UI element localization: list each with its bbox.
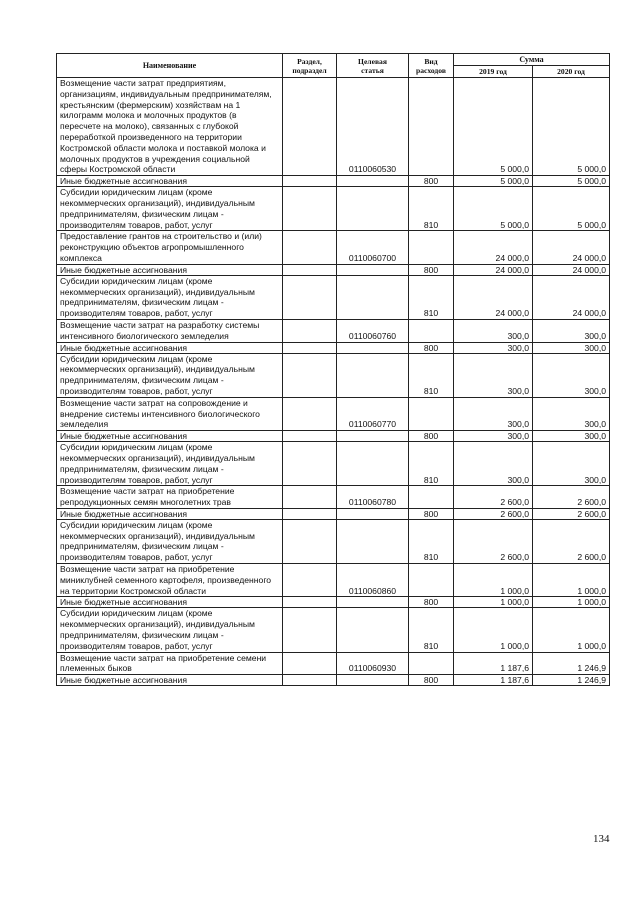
row-kind-cell: 800	[409, 508, 454, 519]
row-section-cell	[283, 319, 337, 342]
row-name-cell: Субсидии юридическим лицам (кроме некоммерческих организаций), индивидуальным предпринимателям, физическим лицам - производителям товаров, работ, услуг	[57, 442, 283, 486]
row-2020-cell: 5 000,0	[533, 187, 610, 231]
row-target-cell	[337, 519, 409, 563]
row-name-cell: Субсидии юридическим лицам (кроме некоммерческих организаций), индивидуальным предпринимателям, физическим лицам - производителям товаров, работ, услуг	[57, 187, 283, 231]
row-2019-cell: 2 600,0	[454, 486, 533, 509]
row-2019-cell: 24 000,0	[454, 275, 533, 319]
row-section-cell	[283, 176, 337, 187]
header-target-line1: Целевая	[358, 56, 387, 66]
row-name-cell: Иные бюджетные ассигнования	[57, 431, 283, 442]
row-target-cell	[337, 275, 409, 319]
row-section-cell	[283, 519, 337, 563]
row-2020-cell: 24 000,0	[533, 275, 610, 319]
header-year-2020: 2020 год	[533, 66, 610, 78]
row-kind-cell	[409, 397, 454, 430]
row-2019-cell: 1 187,6	[454, 652, 533, 675]
row-name-cell: Субсидии юридическим лицам (кроме некоммерческих организаций), индивидуальным предпринимателям, физическим лицам - производителям товаров, работ, услуг	[57, 275, 283, 319]
row-section-cell	[283, 78, 337, 176]
row-target-cell: 0110060770	[337, 397, 409, 430]
row-kind-cell	[409, 486, 454, 509]
row-2019-cell: 24 000,0	[454, 231, 533, 264]
row-kind-cell	[409, 78, 454, 176]
row-kind-cell: 810	[409, 187, 454, 231]
row-2019-cell: 5 000,0	[454, 78, 533, 176]
row-2020-cell: 2 600,0	[533, 519, 610, 563]
row-target-cell	[337, 431, 409, 442]
table-row	[57, 431, 610, 442]
row-2019-cell: 1 187,6	[454, 675, 533, 686]
table-row	[57, 442, 610, 486]
row-target-cell: 0110060700	[337, 231, 409, 264]
row-2020-cell: 24 000,0	[533, 264, 610, 275]
table-row	[57, 608, 610, 652]
row-2020-cell: 300,0	[533, 431, 610, 442]
row-name-cell: Возмещение части затрат на приобретение миниклубней семенного картофеля, произведенного на территории Костромской области	[57, 564, 283, 597]
row-2020-cell: 1 000,0	[533, 597, 610, 608]
row-kind-cell	[409, 564, 454, 597]
header-year-2019: 2019 год	[454, 66, 533, 78]
row-2020-cell: 5 000,0	[533, 176, 610, 187]
row-2019-cell: 300,0	[454, 397, 533, 430]
table-row	[57, 486, 610, 509]
row-2020-cell: 2 600,0	[533, 486, 610, 509]
budget-table	[56, 53, 610, 686]
row-section-cell	[283, 442, 337, 486]
row-kind-cell	[409, 231, 454, 264]
row-target-cell	[337, 264, 409, 275]
table-row	[57, 78, 610, 176]
row-name-cell: Возмещение части затрат на сопровождение и внедрение системы интенсивного биологического земледелия	[57, 397, 283, 430]
row-2019-cell: 300,0	[454, 431, 533, 442]
row-target-cell	[337, 353, 409, 397]
row-name-cell: Иные бюджетные ассигнования	[57, 342, 283, 353]
header-target-line2: статья	[361, 65, 384, 75]
row-name-cell: Иные бюджетные ассигнования	[57, 176, 283, 187]
header-name: Наименование	[57, 54, 283, 78]
header-sum: Сумма	[454, 54, 610, 66]
header-section	[283, 54, 337, 78]
row-name-cell: Возмещение части затрат на разработку системы интенсивного биологического земледелия	[57, 319, 283, 342]
row-name-cell: Иные бюджетные ассигнования	[57, 675, 283, 686]
row-2019-cell: 300,0	[454, 342, 533, 353]
row-2019-cell: 5 000,0	[454, 187, 533, 231]
row-2019-cell: 300,0	[454, 353, 533, 397]
row-2020-cell: 300,0	[533, 353, 610, 397]
row-section-cell	[283, 231, 337, 264]
row-name-cell: Возмещение части затрат предприятиям, организациям, индивидуальным предпринимателям, крестьянским (фермерским) хозяйствам на 1 килограмм молока и молочных продуктов (в пересчете на молоко), связанных с глубокой переработкой произведенного на территории Костромской области молока и поставкой молока и молочных продуктов в учреждения социальной сферы Костромской области	[57, 78, 283, 176]
row-kind-cell: 800	[409, 431, 454, 442]
row-2019-cell: 1 000,0	[454, 608, 533, 652]
header-target	[337, 54, 409, 78]
row-section-cell	[283, 187, 337, 231]
row-kind-cell: 800	[409, 597, 454, 608]
row-target-cell	[337, 342, 409, 353]
row-target-cell	[337, 187, 409, 231]
table-row	[57, 652, 610, 675]
row-2020-cell: 24 000,0	[533, 231, 610, 264]
row-2019-cell: 24 000,0	[454, 264, 533, 275]
row-section-cell	[283, 564, 337, 597]
row-2019-cell: 300,0	[454, 442, 533, 486]
row-name-cell: Субсидии юридическим лицам (кроме некоммерческих организаций), индивидуальным предпринимателям, физическим лицам - производителям товаров, работ, услуг	[57, 353, 283, 397]
row-kind-cell: 810	[409, 353, 454, 397]
row-section-cell	[283, 431, 337, 442]
table-row	[57, 564, 610, 597]
row-target-cell: 0110060780	[337, 486, 409, 509]
row-2020-cell: 5 000,0	[533, 78, 610, 176]
row-name-cell: Иные бюджетные ассигнования	[57, 264, 283, 275]
table-row	[57, 275, 610, 319]
table-row	[57, 231, 610, 264]
row-kind-cell: 800	[409, 675, 454, 686]
row-2019-cell: 2 600,0	[454, 508, 533, 519]
row-section-cell	[283, 342, 337, 353]
row-section-cell	[283, 597, 337, 608]
row-2020-cell: 1 000,0	[533, 564, 610, 597]
budget-table-sheet	[56, 53, 609, 686]
row-target-cell: 0110060930	[337, 652, 409, 675]
row-section-cell	[283, 397, 337, 430]
table-row	[57, 397, 610, 430]
row-name-cell: Субсидии юридическим лицам (кроме некоммерческих организаций), индивидуальным предпринимателям, физическим лицам - производителям товаров, работ, услуг	[57, 519, 283, 563]
row-section-cell	[283, 652, 337, 675]
row-2020-cell: 2 600,0	[533, 508, 610, 519]
row-2020-cell: 300,0	[533, 319, 610, 342]
row-2020-cell: 1 246,9	[533, 675, 610, 686]
row-section-cell	[283, 353, 337, 397]
row-section-cell	[283, 275, 337, 319]
row-target-cell	[337, 608, 409, 652]
row-2020-cell: 300,0	[533, 397, 610, 430]
row-kind-cell	[409, 319, 454, 342]
row-2019-cell: 5 000,0	[454, 176, 533, 187]
header-kind	[409, 54, 454, 78]
row-kind-cell: 810	[409, 275, 454, 319]
table-row	[57, 519, 610, 563]
row-2020-cell: 300,0	[533, 342, 610, 353]
row-2020-cell: 1 246,9	[533, 652, 610, 675]
table-row	[57, 508, 610, 519]
row-target-cell	[337, 675, 409, 686]
row-2019-cell: 1 000,0	[454, 597, 533, 608]
row-kind-cell: 810	[409, 442, 454, 486]
row-kind-cell	[409, 652, 454, 675]
row-2019-cell: 1 000,0	[454, 564, 533, 597]
table-row	[57, 176, 610, 187]
row-section-cell	[283, 608, 337, 652]
row-target-cell	[337, 176, 409, 187]
row-name-cell: Субсидии юридическим лицам (кроме некоммерческих организаций), индивидуальным предпринимателям, физическим лицам - производителям товаров, работ, услуг	[57, 608, 283, 652]
table-row	[57, 353, 610, 397]
row-kind-cell: 800	[409, 342, 454, 353]
row-kind-cell: 810	[409, 608, 454, 652]
row-target-cell: 0110060860	[337, 564, 409, 597]
row-kind-cell: 810	[409, 519, 454, 563]
page-number: 134	[593, 833, 610, 845]
row-target-cell: 0110060530	[337, 78, 409, 176]
table-header-row-1	[57, 54, 610, 66]
row-kind-cell: 800	[409, 176, 454, 187]
row-name-cell: Иные бюджетные ассигнования	[57, 597, 283, 608]
table-row	[57, 264, 610, 275]
table-row	[57, 597, 610, 608]
row-2019-cell: 2 600,0	[454, 519, 533, 563]
row-name-cell: Возмещение части затрат на приобретение семени племенных быков	[57, 652, 283, 675]
table-body	[57, 78, 610, 686]
table-row	[57, 675, 610, 686]
table-row	[57, 342, 610, 353]
table-row	[57, 187, 610, 231]
row-target-cell	[337, 508, 409, 519]
row-target-cell: 0110060760	[337, 319, 409, 342]
header-kind-line1: Вид	[424, 56, 438, 66]
row-section-cell	[283, 486, 337, 509]
row-name-cell: Возмещение части затрат на приобретение репродукционных семян многолетних трав	[57, 486, 283, 509]
row-section-cell	[283, 508, 337, 519]
row-section-cell	[283, 675, 337, 686]
row-target-cell	[337, 597, 409, 608]
row-name-cell: Предоставление грантов на строительство и (или) реконструкцию объектов агропромышленного комплекса	[57, 231, 283, 264]
table-row	[57, 319, 610, 342]
row-name-cell: Иные бюджетные ассигнования	[57, 508, 283, 519]
row-2020-cell: 1 000,0	[533, 608, 610, 652]
header-section-line1: Раздел,	[297, 56, 322, 66]
row-2019-cell: 300,0	[454, 319, 533, 342]
row-kind-cell: 800	[409, 264, 454, 275]
header-section-line2: подраздел	[292, 65, 327, 75]
row-2020-cell: 300,0	[533, 442, 610, 486]
row-section-cell	[283, 264, 337, 275]
header-kind-line2: расходов	[416, 65, 446, 75]
row-target-cell	[337, 442, 409, 486]
